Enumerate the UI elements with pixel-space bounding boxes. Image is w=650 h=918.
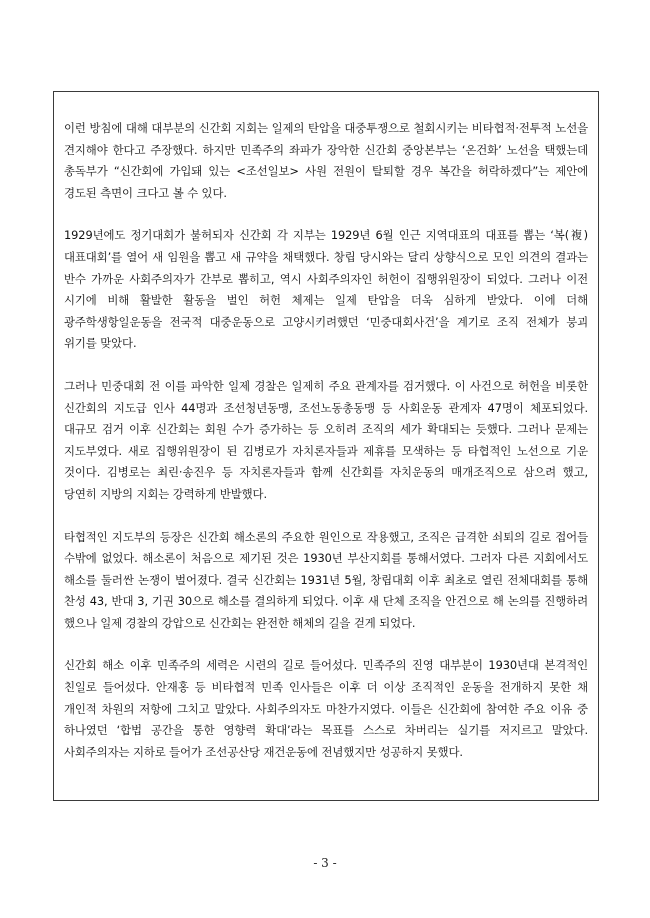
text-box: [53, 91, 599, 801]
paragraph-1: 이런 방침에 대해 대부분의 신간회 지회는 일제의 탄압을 대중투쟁으로 철회시키는 비타협적·전투적 노선을 견지해야 한다고 주장했다. 하지만 민족주의 좌파가 장악한 신간회 중앙본부는 ‘온건화’ 노선을 택했는데 총독부가 “신간회에 가입돼 있는 <조선일보> 사원 전원이 탈퇴할 경우 복간을 허락하겠다”는 제안에 경도된 측면이 크다고 볼 수 있다.: [64, 121, 588, 200]
page-number: - 3 -: [313, 856, 337, 870]
paragraph-3: 그러나 민중대회 전 이를 파악한 일제 경찰은 일제히 주요 관계자를 검거했다. 이 사건으로 허헌을 비롯한 신간회의 지도급 인사 44명과 조선청년동맹, 조선노동총동맹 등 사회운동 관계자 47명이 체포되었다. 대규모 검거 이후 신간회는 회원 수가 증가하는 등 오히려 조직의 세가 확대되는 듯했다. 그러나 문제는 지도부였다. 새로 집행위원장이 된 김병로가 자치론자들과 제휴를 모색하는 등 타협적인 노선으로 기운 것이다. 김병로는 최린·송진우 등 자치론자들과 함께 신간회를 자치운동의 매개조직으로 삼으려 했고, 당연히 지방의 지회는 강력하게 반발했다.: [64, 378, 588, 501]
paragraph-5: 신간회 해소 이후 민족주의 세력은 시련의 길로 들어섰다. 민족주의 진영 대부분이 1930년대 본격적인 친일로 들어섰다. 안재홍 등 비타협적 민족 인사들은 이후 더 이상 조직적인 운동을 전개하지 못한 채 개인적 차원의 저항에 그치고 말았다. 사회주의자도 마찬가지였다. 이들은 신간회에 참여한 주요 이유 중 하나였던 ‘합법 공간을 통한 영향력 확대’라는 목표를 스스로 차버리는 실기를 저지르고 말았다. 사회주의자는 지하로 들어가 조선공산당 재건운동에 전념했지만 성공하지 못했다.: [64, 658, 588, 759]
paragraph-4: 타협적인 지도부의 등장은 신간회 해소론의 주요한 원인으로 작용했고, 조직은 급격한 쇠퇴의 길로 접어들 수밖에 없었다. 해소론이 처음으로 제기된 것은 1930년 부산지회를 통해서였다. 그러자 다른 지회에서도 해소를 둘러싼 논쟁이 벌어졌다. 결국 신간회는 1931년 5월, 창립대회 이후 최초로 열린 전체대회를 통해 찬성 43, 반대 3, 기권 30으로 해소를 결의하게 되었다. 이후 새 단체 조직을 안건으로 해 논의를 진행하려 했으나 일제 경찰의 강압으로 신간회는 완전한 해체의 길을 걷게 되었다.: [64, 529, 588, 630]
paragraph-2: 1929년에도 정기대회가 불허되자 신간회 각 지부는 1929년 6월 인근 지역대표의 대표를 뽑는 ‘복(複)대표대회’를 열어 새 임원을 뽑고 새 규약을 채택했다. 창립 당시와는 달리 상향식으로 모인 의견의 결과는 반수 가까운 사회주의자가 간부로 뽑히고, 역시 사회주의자인 허헌이 집행위원장이 되었다. 그러나 이전 시기에 비해 활발한 활동을 벌인 허헌 체제는 일제 탄압을 더욱 심하게 받았다. 이에 더해 광주학생항일운동을 전국적 대중운동으로 고양시키려했던 ‘민중대회사건’을 계기로 조직 전체가 붕괴 위기를 맞았다.: [64, 228, 588, 351]
